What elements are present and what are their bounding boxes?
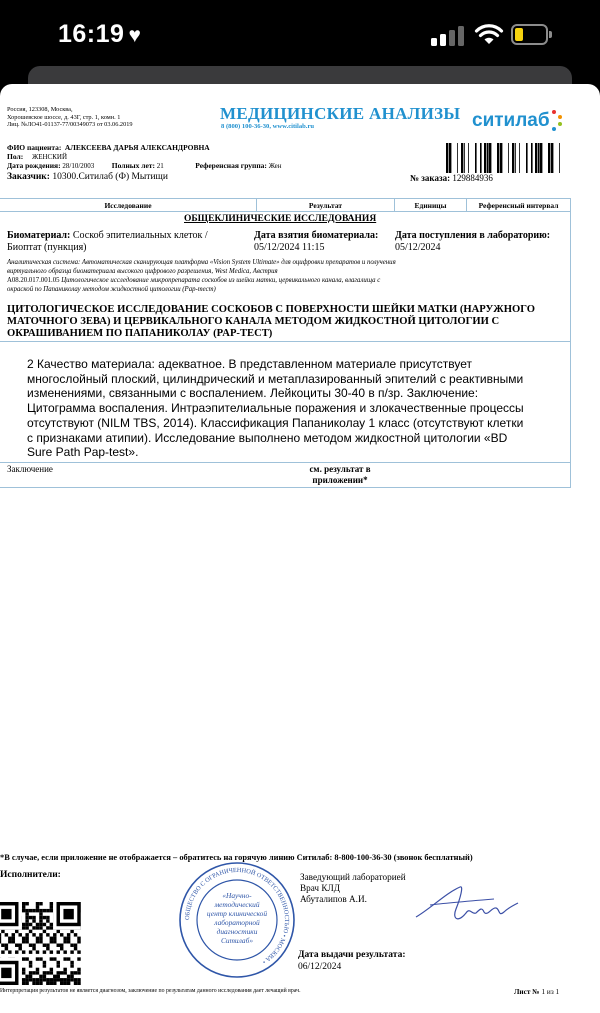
patient-name: АЛЕКСЕЕВА ДАРЬЯ АЛЕКСАНДРОВНА: [64, 143, 210, 152]
conclusion-value: см. результат в приложении*: [309, 464, 371, 485]
header-reference: Референсный интервал: [478, 201, 559, 210]
logo-dots-icon: [551, 109, 563, 133]
header-units: Единицы: [414, 201, 447, 210]
hotline-note: *В случае, если приложение не отображается – обратитесь на горячую линию Ситилаб: 8-800-100-36-30 (звонок бесплатный): [0, 853, 473, 862]
document-title: МЕДИЦИНСКИЕ АНАЛИЗЫ: [220, 104, 461, 123]
patient-info: ФИО пациента: АЛЕКСЕЕВА ДАРЬЯ АЛЕКСАНДРОВНА Пол: ЖЕНСКИЙ Дата рождения: 28/10/2003 Полных лет: 21 Референсная группа: Жен: [7, 143, 282, 170]
issue-date: Дата выдачи результата: 06/12/2024: [298, 950, 406, 972]
svg-text:центр клинической: центр клинической: [206, 909, 268, 918]
disclaimer: Интерпретация результатов не является диагнозом, заключение по результатам данного исследования дает лечащий врач.: [0, 988, 301, 994]
divider: [0, 462, 570, 463]
citilab-logo: ситилаб: [472, 110, 550, 131]
cytology-finding: 2 Качество материала: адекватное. В представленном материале присутствует многослойный плоский, цилиндрический и метаплазированный эпителий с реактивными изменениями, связанными с воспалением. Лейкоциты 30-40 в п/зр. Заключение: Цитограмма воспаления. Интраэпителиальные поражения и злокачественные процессы отсутствуют (NILM TBS, 2014). Классификация Папаниколау 1 класс (отсутствуют клетки с признаками атипии). Исследование выполнено методом жидкостной цитологии «BD Sure Path Pap-test».: [27, 357, 524, 460]
lab-address: Россия, 123308, Москва, Хорошевское шоссе, д. 43Г, стр. 1, комн. 1 Лиц. №ЛО41-01137-77/00349073 от 03.06.2019: [7, 106, 133, 129]
time-text: 16:19: [58, 20, 125, 48]
cellular-signal-icon: [431, 26, 467, 46]
table-header: [0, 199, 570, 212]
qr-code: [0, 902, 81, 985]
clock: [58, 20, 141, 49]
svg-text:«Научно-: «Научно-: [222, 891, 252, 900]
received-date: Дата поступления в лабораторию: 05/12/2024: [395, 230, 551, 253]
results-table: [0, 198, 571, 488]
document-page: [0, 84, 600, 1013]
svg-text:диагностики: диагностики: [216, 927, 258, 936]
sheet-number: Лист № 1 из 1: [514, 987, 560, 996]
sample-date: Дата взятия биоматериала: 05/12/2024 11:15: [254, 230, 379, 253]
order-number: № заказа: 129884936: [410, 173, 493, 183]
battery-cap: [549, 31, 552, 38]
lab-contacts: 8 (800) 100-36-30, www.citilab.ru: [221, 123, 315, 130]
signature: [410, 879, 522, 931]
heart-icon: ♥: [128, 24, 142, 47]
study-title: ЦИТОЛОГИЧЕСКОЕ ИССЛЕДОВАНИЕ СОСКОБОВ С ПОВЕРХНОСТИ ШЕЙКИ МАТКИ (НАРУЖНОГО МАТОЧНОГО ЗЕВА) И ЦЕРВИКАЛЬНОГО КАНАЛА МЕТОДОМ ЖИДКОСТНОЙ ЦИТОЛОГИИ С ОКРАШИВАНИЕМ ПО ПАПАНИКОЛАУ (PAP-ТЕСТ): [7, 304, 535, 339]
header-result: Результат: [308, 201, 343, 210]
biomaterial: Биоматериал: Соскоб эпителиальных клеток / Биоптат (пункция): [7, 230, 208, 253]
barcode: [446, 143, 562, 173]
svg-text:методический: методический: [214, 900, 260, 909]
header-study: Исследование: [104, 201, 152, 210]
conclusion-label: Заключение: [7, 464, 53, 474]
lab-stamp: [178, 861, 296, 979]
status-bar: [0, 0, 600, 70]
analytic-system: Аналитическая система: Автоматическая сканирующая платформа «Vision System Ultimate» для оцифровки препаратов и получения виртуального образца биоматериала высокого цифрового разрешения, West Medica, Австрия A08.20.017.001.05 Цитологическое исследование микропрепарата соскобов из шейки матки, цервикального канала, влагалища с окраской по Папаниколау методом жидкостной цитологии (Pap-тест): [7, 259, 396, 293]
section-title: ОБЩЕКЛИНИЧЕСКИЕ ИССЛЕДОВАНИЯ: [184, 214, 377, 224]
wifi-icon: [474, 22, 504, 46]
svg-text:лабораторной: лабораторной: [214, 918, 260, 927]
performers-label: Исполнители:: [0, 870, 61, 880]
customer: Заказчик: 10300.Ситилаб (Ф) Мытищи: [7, 172, 168, 182]
battery-icon: [511, 24, 548, 45]
svg-text:ОБЩЕСТВО С ОГРАНИЧЕННОЙ ОТВЕТС: ОБЩЕСТВО С ОГРАНИЧЕННОЙ ОТВЕТСТВЕННОСТЬЮ • МОСКВА •: [183, 866, 291, 966]
svg-text:Ситилаб»: Ситилаб»: [220, 936, 254, 945]
divider: [0, 341, 570, 342]
lab-head: Заведующий лабораторией Врач КЛД Абуталипов А.И.: [300, 872, 406, 904]
